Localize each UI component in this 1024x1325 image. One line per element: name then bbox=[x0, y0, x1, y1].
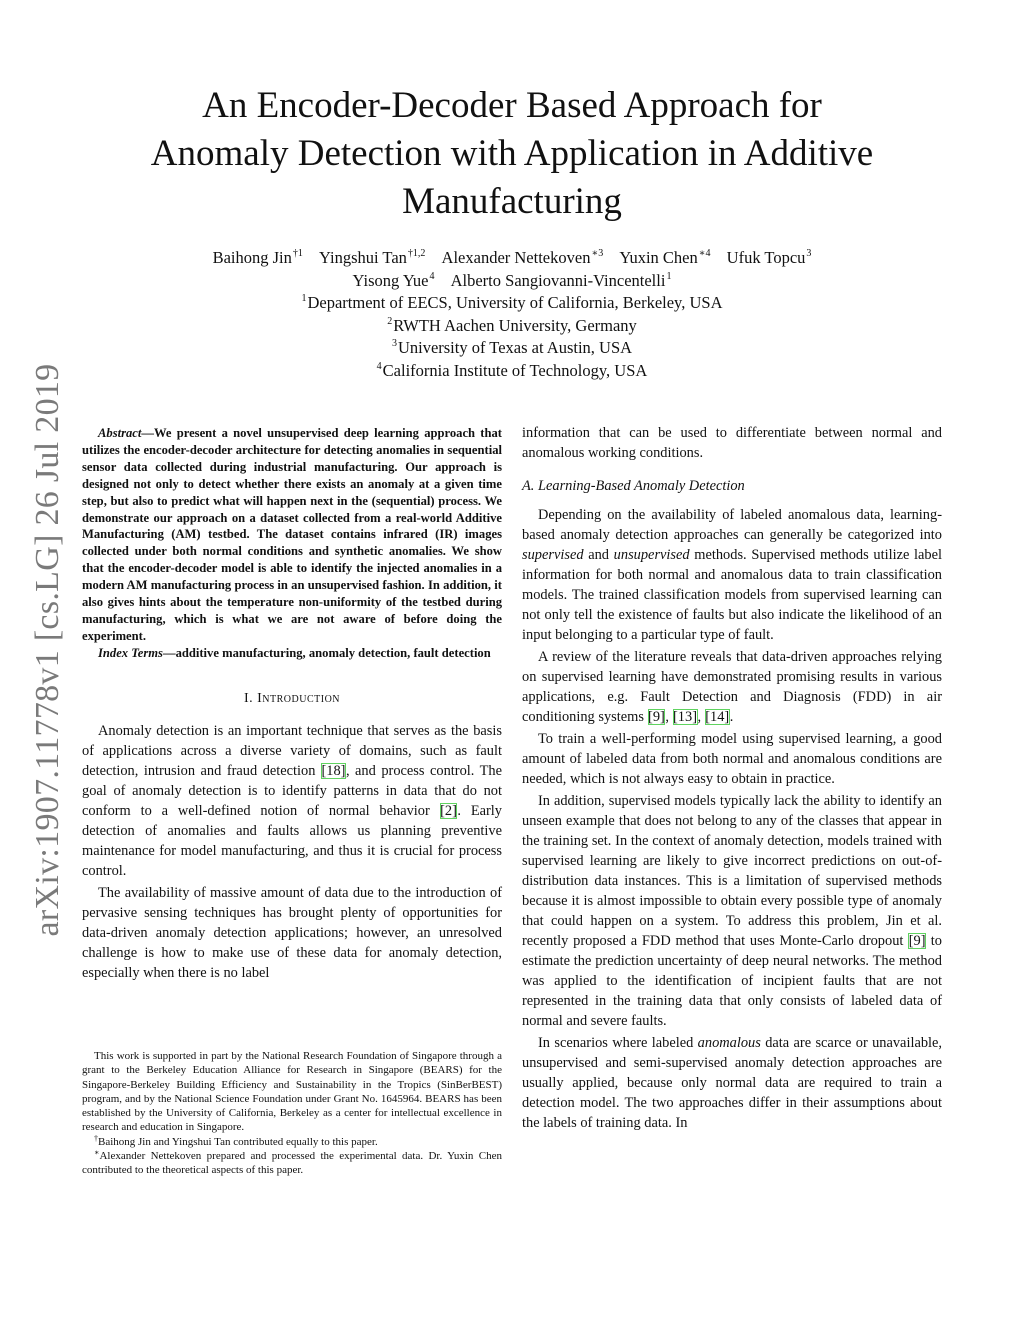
citation-link[interactable]: [14] bbox=[705, 709, 730, 725]
author-name: Yisong Yue$^4$ bbox=[352, 270, 435, 290]
citation-link[interactable]: [13] bbox=[673, 709, 697, 725]
footnotes bbox=[82, 1049, 502, 1178]
section-heading-introduction: I. Introduction bbox=[243, 690, 341, 706]
author-name: Alberto Sangiovanni-Vincentelli$^1$ bbox=[450, 270, 672, 290]
index-terms-label: Index Terms bbox=[98, 645, 163, 660]
abstract-label: Abstract bbox=[98, 426, 142, 440]
index-terms bbox=[82, 645, 502, 662]
footnote-funding: This work is supported in part by the National Research Foundation of Singapore through a grant to the Berkeley Education Alliance for Research in Singapore (BEARS) for the Singapore-Berkeley Building Efficiency and Sustainability in the Tropics (SinBerBEST) program, and by the National Science Foundation under Grant No. 1645964. BEARS has been established by the University of California, Berkeley as a center for intellectual excellence in research and education in Singapore. bbox=[82, 1050, 502, 1134]
author-name: Alexander Nettekoven$^{∗3}$ bbox=[441, 248, 604, 267]
arxiv-identifier-stamp: arXiv:1907.11778v1 [cs.LG] 26 Jul 2019 bbox=[29, 363, 66, 937]
affiliation: $^2$RWTH Aachen University, Germany bbox=[387, 315, 637, 335]
index-terms-text: —additive manufacturing, anomaly detection, fault detection bbox=[162, 645, 491, 660]
title-line-3: Manufacturing bbox=[402, 181, 622, 222]
right-paragraph-1: Depending on the availability of labeled anomalous data, learning-based anomaly detection approaches can generally be categorized into supervised and unsupervised methods. Supervised methods utilize label information for both normal and anomalous data to train classification models. The trained classification models from supervised learning can not only tell the existence of faults but also indicate the likelihood of an input belonging to a particular type of fault. bbox=[522, 507, 942, 643]
footnote-equal-contribution: †Baihong Jin and Yingshui Tan contributed equally to this paper. bbox=[94, 1133, 378, 1148]
right-paragraph-4: In addition, supervised models typically lack the ability to identify an unseen example that does not belong to any of the classes that appear in the training set. In the context of anomaly detection, models trained with supervised learning are likely to give incorrect predictions on out-of-distribution data instances. This is a limitation of supervised methods because it is almost impossible to obtain every possible type of anomaly that could happen on a system. To address this problem, Jin et al. recently proposed a FDD method that uses Monte-Carlo dropout [9] to estimate the prediction uncertainty of deep neural networks. The method was applied to the identification of incipient faults that are not represented in the training data that only consists of labeled data of normal and severe faults. bbox=[522, 793, 943, 1029]
abstract-text: —We present a novel unsupervised deep learning approach that utilizes the encoder-decoder architecture for detecting anomalies in sequential sensor data collected during industrial manufacturing. Our approach is designed not only to detect whether there exists an anomaly at a given time step, but also to predict what will happen next in the (sequential) process. We demonstrate our approach on a dataset collected from a real-world Additive Manufacturing (AM) testbed. The dataset contains infrared (IR) images collected under both normal conditions and synthetic anomalies. We show that the encoder-decoder model is able to identify the injected anomalies in a modern AM manufacturing process in an unsupervised fashion. In addition, it also gives hints about the temperature non-uniformity of the testbed during manufacturing, which is what we are not aware of before doing the experiment. bbox=[82, 426, 502, 643]
author-name: Baihong Jin$^{\dagger 1}$ bbox=[212, 248, 303, 267]
right-paragraph-2: A review of the literature reveals that data-driven approaches relying on supervised learning have demonstrated promising results in various applications, e.g. Fault Detection and Diagnosis (FDD) in air conditioning systems [9], [13], [14]. bbox=[522, 649, 942, 725]
title-line-2: Anomaly Detection with Application in Additive bbox=[150, 133, 874, 174]
right-column bbox=[522, 423, 942, 1133]
paper-title bbox=[90, 82, 934, 226]
footnote-author-roles: ∗Alexander Nettekoven prepared and processed the experimental data. Dr. Yuxin Chen contributed to the theoretical aspects of this paper. bbox=[82, 1148, 502, 1177]
intro-paragraph-1: Anomaly detection is an important technique that serves as the basis of applications across a diverse variety of domains, such as fault detection, intrusion and fraud detection [18], and process control. The goal of anomaly detection is to identify patterns in data that do not conform to a well-defined notion of normal behavior [2]. Early detection of anomalies and faults allows us planning preventive maintenance for model manufacturing, and thus it is crucial for process control. bbox=[82, 722, 502, 879]
left-column bbox=[82, 425, 502, 983]
affiliation: $^3$University of Texas at Austin, USA bbox=[391, 338, 633, 357]
author-name: Ufuk Topcu$^3$ bbox=[726, 248, 812, 267]
affiliation: $^4$California Institute of Technology, USA bbox=[376, 360, 648, 380]
author-block bbox=[150, 247, 874, 382]
intro-paragraph-2: The availability of massive amount of data due to the introduction of pervasive sensing techniques has brought plenty of opportunities for data-driven anomaly detection applications; however, an unresolved challenge is how to make use of these data for anomaly detection, especially when there is no label bbox=[82, 884, 502, 981]
citation-link[interactable]: [9] bbox=[648, 709, 665, 725]
right-paragraph-5: In scenarios where labeled anomalous data are scarce or unavailable, unsupervised and semi-supervised anomaly detection approaches are usually applied, because only normal data are required to train a detection model. The two approaches differ in their assumptions about the labels of training data. In bbox=[522, 1035, 943, 1131]
right-paragraph-3: To train a well-performing model using supervised learning, a good amount of labeled data from both normal and anomalous conditions are needed, which is not always easy to obtain in practice. bbox=[522, 731, 942, 787]
author-name: Yuxin Chen$^{∗4}$ bbox=[619, 248, 711, 267]
author-row-2 bbox=[150, 270, 874, 293]
title-line-1: An Encoder-Decoder Based Approach for bbox=[202, 85, 822, 126]
author-row-1 bbox=[150, 247, 874, 270]
citation-link[interactable]: [2] bbox=[440, 802, 457, 819]
intro-continuation: information that can be used to differentiate between normal and anomalous working conditions. bbox=[522, 425, 942, 461]
affiliation: $^1$Department of EECS, University of California, Berkeley, USA bbox=[301, 293, 723, 312]
citation-link[interactable]: [18] bbox=[321, 762, 346, 779]
author-name: Yingshui Tan$^{\dagger 1,2}$ bbox=[318, 248, 426, 267]
citation-link[interactable]: [9] bbox=[908, 933, 926, 949]
abstract bbox=[82, 425, 502, 645]
subsection-heading: A. Learning-Based Anomaly Detection bbox=[522, 478, 745, 494]
